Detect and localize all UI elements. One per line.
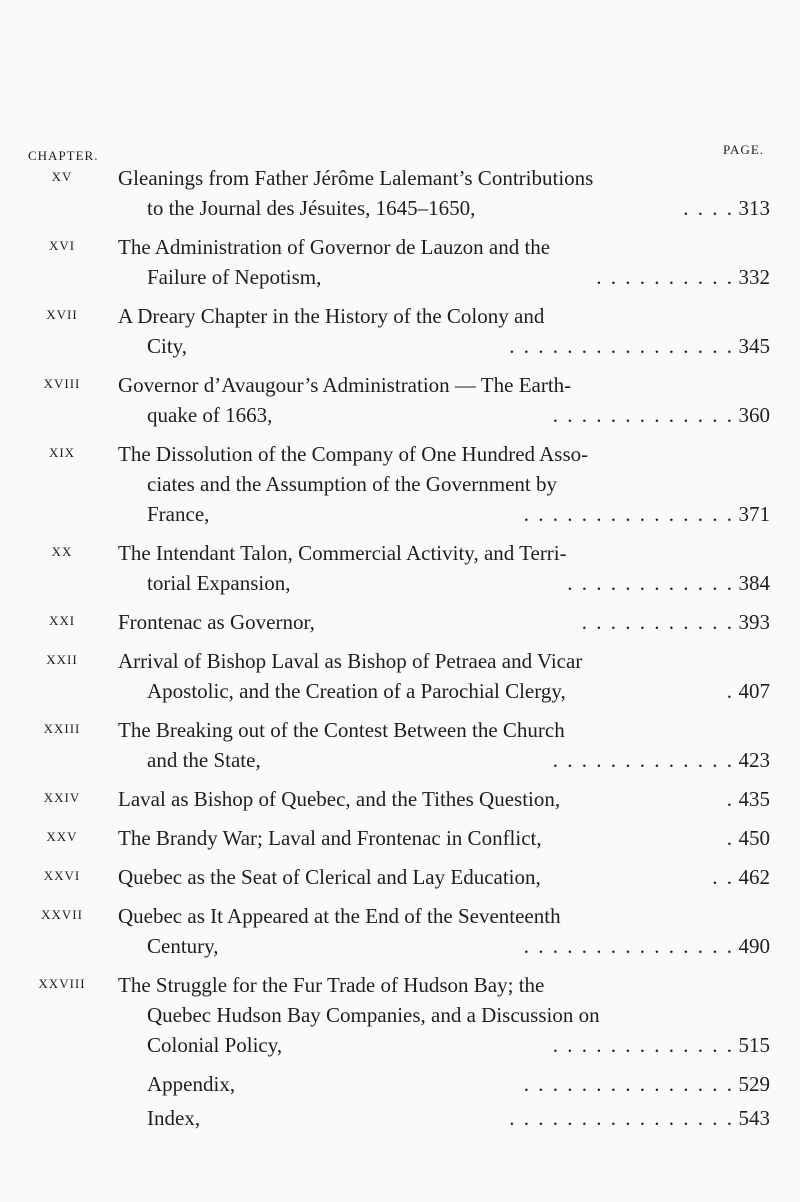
toc-entry	[0, 439, 800, 529]
chapter-column-header: CHAPTER.	[28, 148, 99, 163]
chapter-number: XXVIII	[38, 976, 86, 991]
chapter-number: XVIII	[43, 376, 81, 391]
chapter-number: XX	[51, 544, 73, 559]
entry-title-line: The Intendant Talon, Commercial Activity, and Terri-	[118, 541, 567, 565]
chapter-number: XXII	[46, 652, 78, 667]
toc-entry	[0, 715, 800, 775]
dot-leader: . . . . . . . . . . . . .	[552, 1033, 734, 1057]
dot-leader: . . . . . . . . . . . . . . .	[523, 502, 734, 526]
entry-title-line: Governor d’Avaugour’s Administration — The Earth-	[118, 373, 572, 397]
dot-leader: . . . . . . . . . . . . . . .	[523, 934, 734, 958]
page-number: 423	[738, 748, 770, 772]
entry-title-text: to the Journal des Jésuites, 1645–1650,	[147, 196, 476, 220]
toc-entry	[0, 538, 800, 598]
entry-title-text: Colonial Policy,	[147, 1033, 283, 1057]
page-number: 407	[738, 679, 770, 703]
entry-title-text: Failure of Nepotism,	[147, 265, 322, 289]
chapter-number: XXIII	[43, 721, 81, 736]
page-number: 393	[738, 610, 770, 634]
dot-leader: .	[726, 679, 734, 703]
dot-leader: . .	[712, 865, 734, 889]
entry-final-line	[147, 400, 770, 430]
chapter-number: XXIV	[43, 790, 81, 805]
entry-final-line	[118, 823, 770, 853]
dot-leader: . . . . . . . . . . . .	[567, 571, 734, 595]
entry-title-text: and the State,	[147, 748, 261, 772]
entry-final-line	[147, 931, 770, 961]
toc-entry	[0, 370, 800, 430]
toc-entry	[0, 646, 800, 706]
page-number: 462	[738, 865, 770, 889]
toc-entry	[0, 163, 800, 223]
chapter-number: XXVI	[43, 868, 81, 883]
dot-leader: . . . .	[683, 196, 734, 220]
page-number: 384	[738, 571, 770, 595]
entry-title-line: Arrival of Bishop Laval as Bishop of Petraea and Vicar	[118, 649, 583, 673]
entry-title-text: Century,	[147, 934, 219, 958]
dot-leader: .	[726, 787, 734, 811]
page-column-header: PAGE.	[723, 142, 765, 157]
chapter-number: XV	[51, 169, 73, 184]
entry-title-line: The Administration of Governor de Lauzon and the	[118, 235, 551, 259]
page-number: 332	[738, 265, 770, 289]
toc-entry	[0, 901, 800, 961]
entry-title-text: Quebec as the Seat of Clerical and Lay Education,	[118, 865, 541, 889]
toc-entry	[0, 1103, 800, 1133]
entry-final-line	[147, 676, 770, 706]
page-number: 543	[738, 1106, 770, 1130]
entry-title-text: torial Expansion,	[147, 571, 291, 595]
entry-title-line: The Breaking out of the Contest Between the Church	[118, 718, 565, 742]
entry-title-text: Laval as Bishop of Quebec, and the Tithes Question,	[118, 787, 561, 811]
page-number: 313	[738, 196, 770, 220]
page-number: 529	[738, 1072, 770, 1096]
entry-title-line: Quebec Hudson Bay Companies, and a Discussion on	[147, 1003, 600, 1027]
entry-title-line: The Struggle for the Fur Trade of Hudson Bay; the	[118, 973, 545, 997]
entry-final-line	[147, 1030, 770, 1060]
dot-leader: . . . . . . . . . . . . . . . .	[509, 1106, 734, 1130]
table-of-contents	[0, 163, 800, 1137]
entry-title-text: Frontenac as Governor,	[118, 610, 315, 634]
entry-final-line	[147, 193, 770, 223]
toc-entry	[0, 232, 800, 292]
dot-leader: . . . . . . . . . . . . . . .	[523, 1072, 734, 1096]
entry-title-text: The Brandy War; Laval and Frontenac in Conflict,	[118, 826, 542, 850]
entry-final-line	[147, 745, 770, 775]
page-number: 515	[738, 1033, 770, 1057]
entry-final-line	[147, 568, 770, 598]
entry-title-text: Appendix,	[147, 1072, 236, 1096]
page-number: 450	[738, 826, 770, 850]
entry-title-line: ciates and the Assumption of the Government by	[147, 472, 558, 496]
entry-title-text: quake of 1663,	[147, 403, 273, 427]
entry-final-line	[118, 784, 770, 814]
entry-final-line	[147, 331, 770, 361]
entry-title-line: Quebec as It Appeared at the End of the Seventeenth	[118, 904, 561, 928]
toc-entry	[0, 607, 800, 637]
toc-entry	[0, 784, 800, 814]
toc-entry	[0, 1069, 800, 1099]
dot-leader: . . . . . . . . . . . . .	[552, 403, 734, 427]
chapter-number: XIX	[48, 445, 76, 460]
page-number: 345	[738, 334, 770, 358]
entry-title-text: Apostolic, and the Creation of a Parochial Clergy,	[147, 679, 566, 703]
dot-leader: .	[726, 826, 734, 850]
entry-final-line	[147, 499, 770, 529]
toc-entry	[0, 970, 800, 1060]
chapter-number: XXV	[46, 829, 78, 844]
chapter-number: XXVII	[41, 907, 83, 922]
entry-final-line	[147, 262, 770, 292]
entry-final-line	[147, 1103, 770, 1133]
entry-title-line: A Dreary Chapter in the History of the Colony and	[118, 304, 545, 328]
toc-entry	[0, 862, 800, 892]
dot-leader: . . . . . . . . . . .	[581, 610, 734, 634]
entry-final-line	[118, 607, 770, 637]
entry-final-line	[147, 1069, 770, 1099]
chapter-number: XXI	[48, 613, 76, 628]
dot-leader: . . . . . . . . . . . . . . . .	[509, 334, 734, 358]
dot-leader: . . . . . . . . . . . . .	[552, 748, 734, 772]
entry-title-text: City,	[147, 334, 188, 358]
page-number: 360	[738, 403, 770, 427]
page-number: 435	[738, 787, 770, 811]
dot-leader: . . . . . . . . . .	[596, 265, 734, 289]
entry-title-text: France,	[147, 502, 210, 526]
toc-entry	[0, 301, 800, 361]
toc-entry	[0, 823, 800, 853]
chapter-number: XVII	[46, 307, 78, 322]
entry-title-line: Gleanings from Father Jérôme Lalemant’s Contributions	[118, 166, 594, 190]
entry-title-text: Index,	[147, 1106, 201, 1130]
page-number: 490	[738, 934, 770, 958]
entry-title-line: The Dissolution of the Company of One Hundred Asso-	[118, 442, 589, 466]
chapter-number: XVI	[48, 238, 76, 253]
entry-final-line	[118, 862, 770, 892]
page-number: 371	[738, 502, 770, 526]
